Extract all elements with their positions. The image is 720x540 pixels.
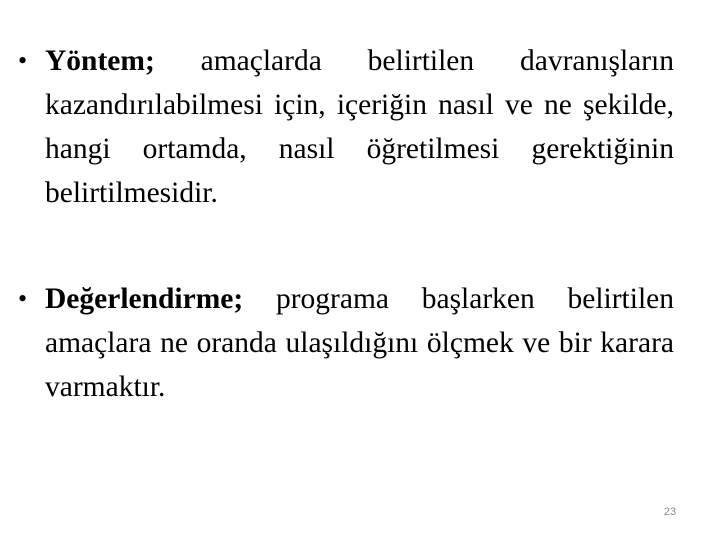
bullet-icon: • [18,284,28,313]
bullet-icon: • [18,46,28,75]
bullet-list [14,39,674,409]
term-degerlendirme: Değerlendirme; [45,283,244,315]
page-number: 23 [663,506,677,518]
bullet-item-yontem [14,39,674,215]
term-yontem: Yöntem; [45,45,155,77]
definition-degerlendirme: programa başlarken belirtilen amaçlara ne oranda ulaşıldığını ölçmek ve bir karara varmaktır. [45,283,674,403]
bullet-item-degerlendirme [14,277,674,409]
definition-yontem: amaçlarda belirtilen davranışların kazandırılabilmesi için, içeriğin nasıl ve ne şekilde, hangi ortamda, nasıl öğretilmesi gerektiğinin belirtilmesidir. [45,45,674,209]
